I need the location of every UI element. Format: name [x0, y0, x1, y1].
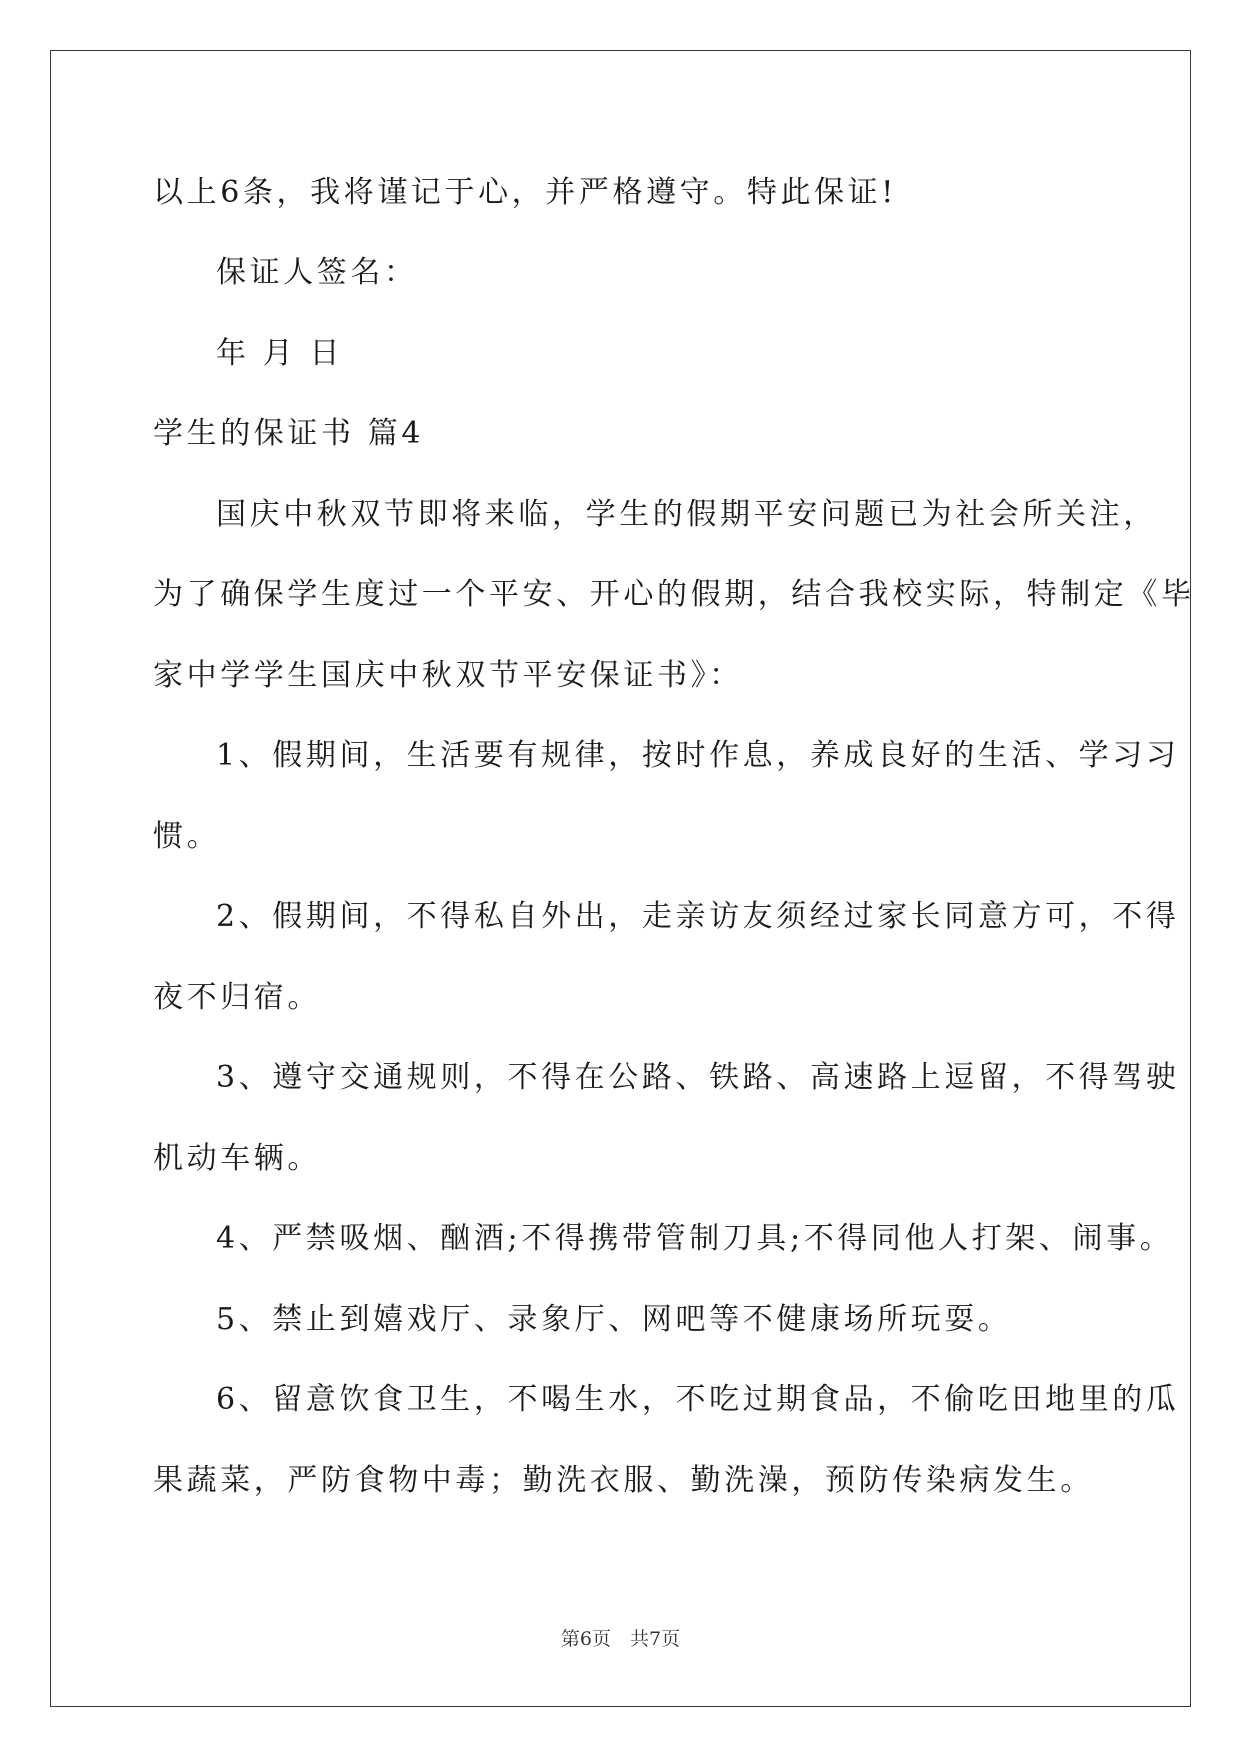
- page-border: [50, 50, 1191, 1707]
- rule-item-6-cont: 果蔬菜，严防食物中毒；勤洗衣服、勤洗澡，预防传染病发生。: [153, 1463, 1094, 1498]
- paragraph-line: 国庆中秋双节即将来临，学生的假期平安问题已为社会所关注，: [216, 497, 1157, 532]
- rule-item-2: 2、假期间，不得私自外出，走亲访友须经过家长同意方可，不得: [216, 899, 1180, 934]
- rule-item-2-cont: 夜不归宿。: [153, 980, 321, 1015]
- rule-item-6: 6、留意饮食卫生，不喝生水，不吃过期食品，不偷吃田地里的瓜: [216, 1382, 1180, 1417]
- signature-line: 保证人签名：: [216, 255, 418, 290]
- rule-item-3: 3、遵守交通规则，不得在公路、铁路、高速路上逗留，不得驾驶: [216, 1060, 1180, 1095]
- rule-item-5: 5、禁止到嬉戏厅、录象厅、网吧等不健康场所玩耍。: [216, 1302, 1012, 1337]
- rule-item-4: 4、严禁吸烟、酗酒;不得携带管制刀具;不得同他人打架、闹事。: [216, 1221, 1174, 1256]
- closing-statement: 以上6条，我将谨记于心，并严格遵守。特此保证!: [153, 175, 897, 210]
- rule-item-1-cont: 惯。: [153, 819, 221, 854]
- section-heading: 学生的保证书 篇4: [153, 416, 425, 451]
- date-line: 年 月 日: [216, 336, 344, 371]
- paragraph-line: 为了确保学生度过一个平安、开心的假期，结合我校实际，特制定《毕: [153, 577, 1195, 612]
- page-number: 第6页 共7页: [560, 1628, 681, 1650]
- rule-item-3-cont: 机动车辆。: [153, 1141, 321, 1176]
- paragraph-line: 家中学学生国庆中秋双节平安保证书》：: [153, 658, 743, 693]
- rule-item-1: 1、假期间，生活要有规律，按时作息，养成良好的生活、学习习: [216, 738, 1180, 773]
